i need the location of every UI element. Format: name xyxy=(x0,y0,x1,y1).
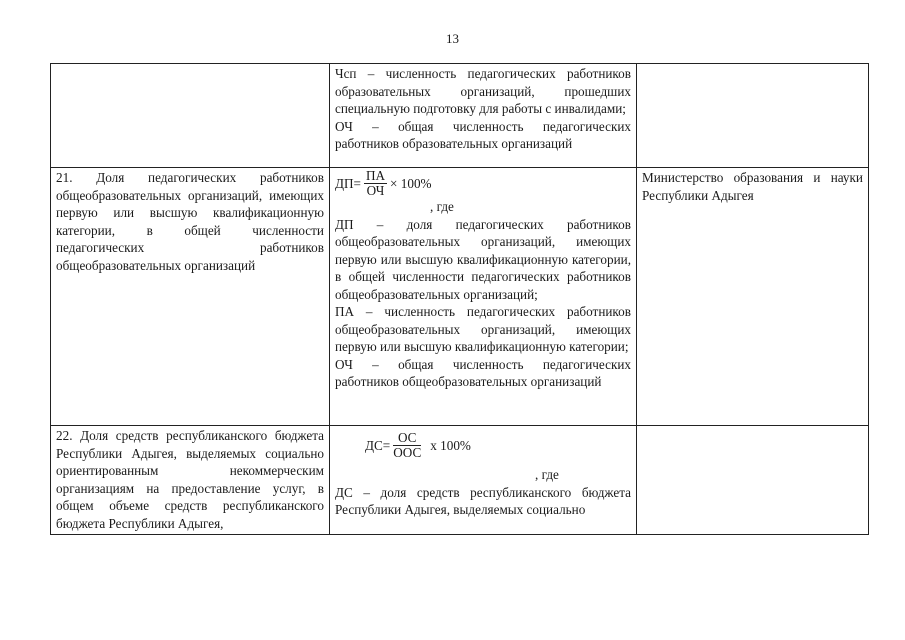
table-row xyxy=(51,426,869,535)
formula-multiplier: x 100% xyxy=(430,437,471,453)
page-number: 13 xyxy=(446,31,459,46)
method-paragraph: ОЧ – общая численность педагогических работников образовательных организаций xyxy=(335,118,631,151)
formula-numerator: ОС xyxy=(393,431,421,446)
method-cell xyxy=(330,64,637,168)
method-cell xyxy=(330,168,637,426)
method-paragraph: ПА – численность педагогических работников общеобразовательных организаций, имеющих первую или высшую квалификационную категории; xyxy=(335,304,631,354)
formula-lhs: ДП xyxy=(335,175,354,191)
formula-fraction xyxy=(393,431,421,460)
indicator-cell: 21. Доля педагогических работников общеобразовательных организаций, имеющих первую или высшую квалификационную категории, в общей численности педагогических работников общеобразовательных организаций xyxy=(51,168,330,426)
formula-equals: = xyxy=(353,175,361,191)
indicator-cell xyxy=(51,64,330,168)
formula xyxy=(335,169,631,198)
responsible-cell: Министерство образования и науки Республики Адыгея xyxy=(637,168,869,426)
method-paragraph: ДС – доля средств республиканского бюджета Республики Адыгея, выделяемых социально xyxy=(335,484,631,517)
formula xyxy=(335,431,631,460)
method-paragraph: Чсп – численность педагогических работников образовательных организаций, прошедших специальную подготовку для работы с инвалидами; xyxy=(335,66,631,116)
table-row xyxy=(51,64,869,168)
formula-numerator: ПА xyxy=(365,168,386,183)
formula-lhs: ДС xyxy=(365,437,383,453)
method-paragraph: ОЧ – общая численность педагогических работников общеобразовательных организаций xyxy=(335,356,631,389)
table-row xyxy=(51,168,869,426)
indicator-cell: 22. Доля средств республиканского бюджета Республики Адыгея, выделяемых социально ориентированным некоммерческим организациям на предоставление услуг, в общем объеме средств республиканского бюджета Республики Адыгея, xyxy=(51,426,330,535)
formula-denominator: ООС xyxy=(393,445,422,460)
formula-fraction xyxy=(364,169,387,198)
indicators-table xyxy=(50,63,869,535)
method-cell xyxy=(330,426,637,535)
responsible-cell xyxy=(637,426,869,535)
formula-where: , где xyxy=(535,467,559,482)
formula-equals: = xyxy=(382,437,391,453)
method-paragraph: ДП – доля педагогических работников общеобразовательных организаций, имеющих первую или высшую квалификационную категории, в общей численности педагогических работников общеобразовательных организаций; xyxy=(335,216,631,302)
formula-multiplier: × 100% xyxy=(390,175,432,191)
formula-denominator: ОЧ xyxy=(366,183,385,198)
formula-where: , где xyxy=(430,199,454,214)
responsible-cell xyxy=(637,64,869,168)
